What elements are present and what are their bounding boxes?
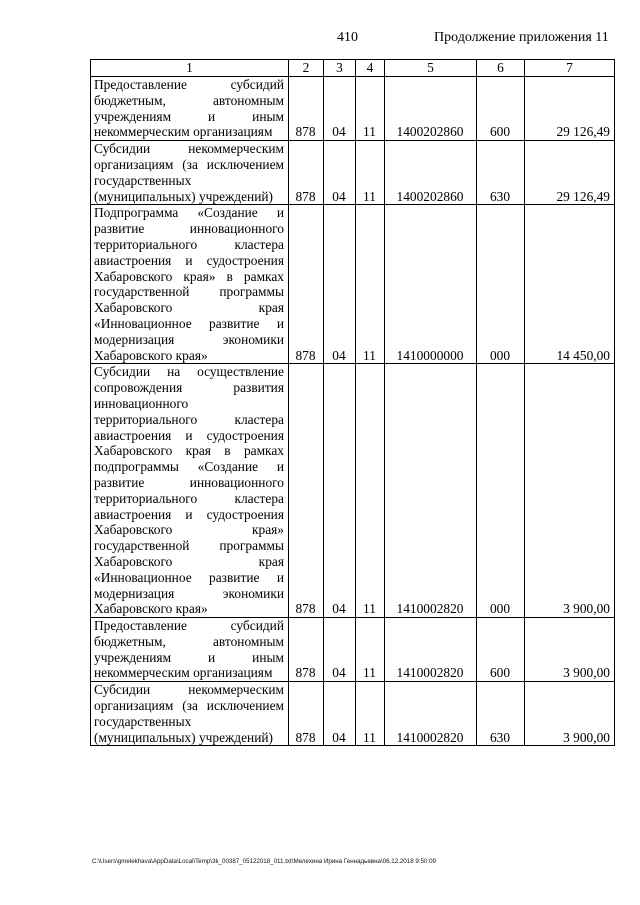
budget-table xyxy=(90,59,615,746)
cell-ministry: 878 xyxy=(289,682,324,746)
cell-expense-type: 600 xyxy=(477,618,525,682)
cell-ministry: 878 xyxy=(289,77,324,141)
cell-section: 04 xyxy=(324,141,356,205)
cell-expense-type: 000 xyxy=(477,205,525,364)
cell-expense-type: 630 xyxy=(477,141,525,205)
cell-section: 04 xyxy=(324,364,356,618)
row-name: Субсидии на осуществление сопровождения развития инновационного территориального кластера авиастроения и судостроения Хабаровского края в рамках подпрограммы «Создание и развитие инновационного территориального кластера авиастроения и судостроения Хабаровского края» государственной программы Хабаровского края «Инновационное развитие и модернизация экономики Хабаровского края» xyxy=(91,364,289,618)
appendix-caption: Продолжение приложения 11 xyxy=(434,30,609,45)
cell-target: 1400202860 xyxy=(385,141,477,205)
column-header: 1 xyxy=(91,60,289,77)
table-row xyxy=(91,364,615,618)
cell-subsection: 11 xyxy=(356,141,385,205)
row-name: Предоставление субсидий бюджетным, автономным учреждениям и иным некоммерческим организациям xyxy=(91,618,289,682)
cell-expense-type: 000 xyxy=(477,364,525,618)
cell-subsection: 11 xyxy=(356,205,385,364)
cell-subsection: 11 xyxy=(356,618,385,682)
cell-amount: 3 900,00 xyxy=(525,364,615,618)
cell-amount: 29 126,49 xyxy=(525,141,615,205)
cell-ministry: 878 xyxy=(289,205,324,364)
file-path-footer: C:\Users\gmelekhava\AppData\Local\Temp\3k_00387_05122018_011.txt\Мелехина Ирина Геннадьевна\06.12.2018 9:50:09 xyxy=(92,858,436,865)
cell-target: 1410002820 xyxy=(385,618,477,682)
cell-ministry: 878 xyxy=(289,618,324,682)
cell-subsection: 11 xyxy=(356,682,385,746)
row-name: Субсидии некоммерческим организациям (за исключением государственных (муниципальных) учреждений) xyxy=(91,682,289,746)
cell-target: 1410002820 xyxy=(385,364,477,618)
table-row xyxy=(91,682,615,746)
cell-target: 1400202860 xyxy=(385,77,477,141)
page-number: 410 xyxy=(337,30,358,45)
column-header: 3 xyxy=(324,60,356,77)
cell-expense-type: 600 xyxy=(477,77,525,141)
table-row xyxy=(91,141,615,205)
column-header: 7 xyxy=(525,60,615,77)
row-name: Подпрограмма «Создание и развитие инновационного территориального кластера авиастроения и судостроения Хабаровского края» в рамках государственной программы Хабаровского края «Инновационное развитие и модернизация экономики Хабаровского края» xyxy=(91,205,289,364)
table-row xyxy=(91,618,615,682)
cell-target: 1410002820 xyxy=(385,682,477,746)
cell-section: 04 xyxy=(324,77,356,141)
table-row xyxy=(91,77,615,141)
cell-ministry: 878 xyxy=(289,364,324,618)
cell-subsection: 11 xyxy=(356,77,385,141)
cell-section: 04 xyxy=(324,205,356,364)
cell-expense-type: 630 xyxy=(477,682,525,746)
column-header: 4 xyxy=(356,60,385,77)
cell-ministry: 878 xyxy=(289,141,324,205)
cell-section: 04 xyxy=(324,618,356,682)
cell-amount: 14 450,00 xyxy=(525,205,615,364)
cell-section: 04 xyxy=(324,682,356,746)
column-header: 5 xyxy=(385,60,477,77)
cell-target: 1410000000 xyxy=(385,205,477,364)
table-header-row xyxy=(91,60,615,77)
table-row xyxy=(91,205,615,364)
row-name: Предоставление субсидий бюджетным, автономным учреждениям и иным некоммерческим организациям xyxy=(91,77,289,141)
cell-amount: 29 126,49 xyxy=(525,77,615,141)
cell-amount: 3 900,00 xyxy=(525,618,615,682)
column-header: 2 xyxy=(289,60,324,77)
row-name: Субсидии некоммерческим организациям (за исключением государственных (муниципальных) учреждений) xyxy=(91,141,289,205)
cell-amount: 3 900,00 xyxy=(525,682,615,746)
column-header: 6 xyxy=(477,60,525,77)
cell-subsection: 11 xyxy=(356,364,385,618)
